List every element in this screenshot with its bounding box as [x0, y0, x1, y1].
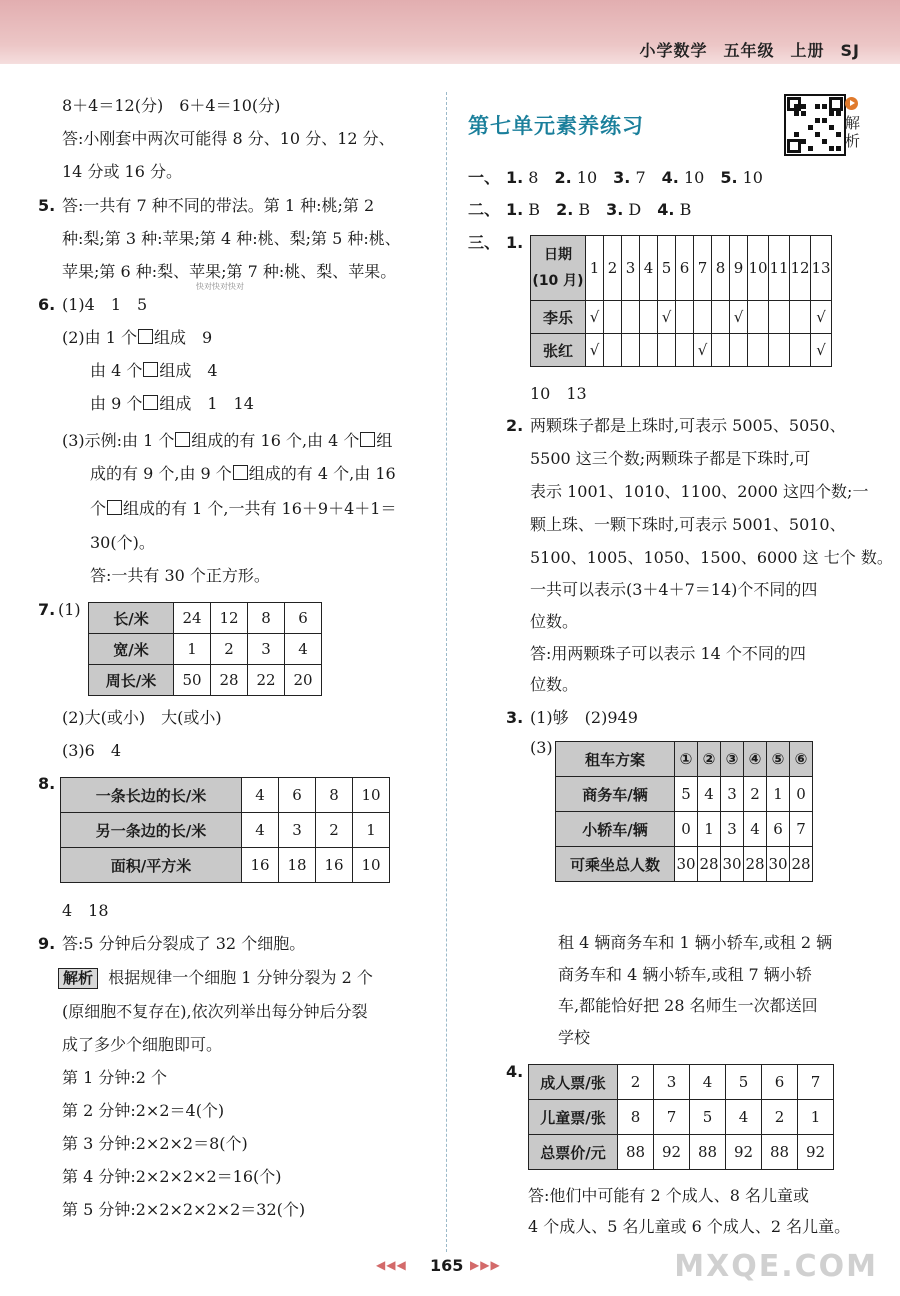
r-q2-line-9: 位数。 — [530, 675, 579, 694]
r-q2-line-5: 5100、1005、1050、1500、6000 这 七个 数。 — [530, 548, 893, 567]
check-cell — [748, 301, 769, 334]
table-cell: 92 — [654, 1135, 690, 1170]
q6-answer: 答:一共有 30 个正方形。 — [90, 566, 270, 585]
table-cell: 7 — [790, 812, 813, 847]
check-cell — [694, 301, 712, 334]
answer-number: 2. — [554, 168, 572, 187]
play-icon[interactable] — [845, 97, 858, 110]
answer-value: 10 — [571, 168, 598, 187]
row-header-cell: 租车方案 — [556, 742, 675, 777]
answer-value: B — [674, 200, 692, 219]
check-cell: √ — [730, 301, 748, 334]
r-q3-line-1: 租 4 辆商务车和 1 辆小轿车,或租 2 辆 — [558, 933, 833, 952]
table-row — [89, 603, 322, 634]
table-cell: 0 — [675, 812, 698, 847]
table-cell: ② — [698, 742, 721, 777]
left-line-2: 答:小刚套中两次可能得 8 分、10 分、12 分、 — [62, 129, 395, 148]
table-cell: 10 — [353, 848, 390, 883]
table-cell: 0 — [790, 777, 813, 812]
table-row — [531, 236, 832, 301]
r-q2-line-1: 两颗珠子都是上珠时,可表示 5005、5050、 — [530, 416, 846, 435]
qr-code-icon[interactable] — [784, 94, 846, 156]
check-cell — [640, 301, 658, 334]
answer-value: 10 — [737, 168, 763, 187]
answer-number: 4. — [657, 200, 675, 219]
table-cell: 88 — [762, 1135, 798, 1170]
table-row — [531, 334, 832, 367]
row-header-cell: 另一条边的长/米 — [61, 813, 242, 848]
part-3-label: 三、 — [468, 233, 501, 252]
r-q4-line-1: 答:他们中可能有 2 个成人、8 名儿童或 — [528, 1186, 810, 1205]
answer-value: B — [523, 200, 541, 219]
check-cell — [676, 301, 694, 334]
table-cell: 50 — [174, 665, 211, 696]
table-cell: 7 — [654, 1100, 690, 1135]
calendar-header-month: (10 月) — [532, 273, 584, 289]
table-cell: ③ — [721, 742, 744, 777]
table-row — [529, 1100, 834, 1135]
table-cell: 10 — [353, 778, 390, 813]
table-cell: 4 — [242, 813, 279, 848]
q9-number: 9. — [38, 934, 56, 953]
q5-line-3: 苹果;第 6 种:梨、苹果;第 7 种:桃、梨、苹果。 — [62, 262, 397, 281]
answer-number: 1. — [506, 200, 524, 219]
check-cell: √ — [811, 301, 832, 334]
header-subject: 小学数学 — [639, 41, 708, 60]
table-cell: 6 — [285, 603, 322, 634]
check-cell — [676, 334, 694, 367]
answer-number: 1. — [506, 168, 524, 187]
r-q4-line-2: 4 个成人、5 名儿童或 6 个成人、2 名儿童。 — [528, 1217, 851, 1236]
calendar-day-cell: 2 — [604, 236, 622, 301]
check-cell — [769, 334, 790, 367]
table-cell: 4 — [242, 778, 279, 813]
calendar-day-cell: 9 — [730, 236, 748, 301]
r-q1-answer: 10 13 — [530, 384, 587, 403]
row-header-cell: 宽/米 — [89, 634, 174, 665]
next-arrows-icon[interactable]: ▶▶▶ — [470, 1258, 501, 1272]
table-cell: 30 — [721, 847, 744, 882]
r-q1-number: 1. — [506, 233, 524, 252]
page-number: 165 — [430, 1256, 464, 1275]
row-header-cell: 儿童票/张 — [529, 1100, 618, 1135]
q8-table — [60, 777, 390, 883]
answer-number: 3. — [613, 168, 631, 187]
table-cell: 4 — [726, 1100, 762, 1135]
table-cell: 2 — [618, 1065, 654, 1100]
check-cell: √ — [811, 334, 832, 367]
table-cell: 2 — [744, 777, 767, 812]
table-cell: 2 — [762, 1100, 798, 1135]
table-cell: 20 — [285, 665, 322, 696]
q5-line-2: 种:梨;第 3 种:苹果;第 4 种:桃、梨;第 5 种:桃、 — [62, 229, 401, 248]
q5-line-1: 答:一共有 7 种不同的带法。第 1 种:桃;第 2 — [62, 196, 375, 215]
r-q2-line-6: 一共可以表示(3＋4＋7＝14)个不同的四 — [530, 580, 818, 599]
check-cell — [748, 334, 769, 367]
square-symbol — [143, 395, 158, 410]
answer-number: 3. — [606, 200, 624, 219]
table-cell: 4 — [744, 812, 767, 847]
table-cell: ⑥ — [790, 742, 813, 777]
q9-answer: 答:5 分钟后分裂成了 32 个细胞。 — [62, 934, 306, 953]
table-cell: 3 — [721, 777, 744, 812]
table-cell: 2 — [316, 813, 353, 848]
row-header-cell: 面积/平方米 — [61, 848, 242, 883]
table-cell: 5 — [690, 1100, 726, 1135]
watermark-text: 快对快对快对 — [196, 282, 244, 291]
table-row — [61, 813, 390, 848]
row-header-cell: 成人票/张 — [529, 1065, 618, 1100]
check-cell — [790, 301, 811, 334]
header-grade: 五年级 — [723, 41, 775, 60]
r-q3-line-3: 车,都能恰好把 28 名师生一次都送回 — [558, 996, 818, 1015]
calendar-table — [530, 235, 832, 367]
q7-part-3: (3)6 4 — [62, 741, 122, 760]
calendar-day-cell: 8 — [712, 236, 730, 301]
table-cell: 3 — [721, 812, 744, 847]
square-symbol — [138, 329, 153, 344]
answer-value: D — [623, 200, 642, 219]
check-cell: √ — [586, 334, 604, 367]
table-row — [89, 634, 322, 665]
table-cell: 1 — [353, 813, 390, 848]
check-cell — [790, 334, 811, 367]
table-cell: 6 — [279, 778, 316, 813]
calendar-day-cell: 12 — [790, 236, 811, 301]
table-cell: 88 — [618, 1135, 654, 1170]
row-header-cell: 一条长边的长/米 — [61, 778, 242, 813]
table-cell: 28 — [744, 847, 767, 882]
check-cell — [658, 334, 676, 367]
q7-part-2: (2)大(或小) 大(或小) — [62, 708, 222, 727]
corner-watermark: MXQE.COM — [674, 1249, 878, 1284]
header-edition: SJ — [840, 41, 860, 60]
analysis-label: 解析 — [845, 114, 861, 150]
calendar-day-cell: 5 — [658, 236, 676, 301]
answer-value: 10 — [678, 168, 705, 187]
table-row — [61, 778, 390, 813]
row-header-cell: 周长/米 — [89, 665, 174, 696]
check-cell — [622, 334, 640, 367]
check-cell — [730, 334, 748, 367]
table-cell: 2 — [211, 634, 248, 665]
check-cell — [712, 301, 730, 334]
table-cell: 3 — [248, 634, 285, 665]
answer-number: 4. — [661, 168, 679, 187]
table-row — [556, 847, 813, 882]
answer-value: B — [573, 200, 591, 219]
q9-minute-5: 第 5 分钟:2×2×2×2×2＝32(个) — [62, 1200, 306, 1219]
left-line-1: 8＋4＝12(分) 6＋4＝10(分) — [62, 96, 281, 115]
table-cell: 6 — [762, 1065, 798, 1100]
q7-part-1: (1) — [58, 600, 81, 619]
table-cell: 3 — [279, 813, 316, 848]
table-cell: 4 — [698, 777, 721, 812]
table-cell: 5 — [726, 1065, 762, 1100]
calendar-day-cell: 3 — [622, 236, 640, 301]
r-q3-parts: (1)够 (2)949 — [530, 708, 638, 727]
table-cell: 3 — [654, 1065, 690, 1100]
table-cell: ④ — [744, 742, 767, 777]
r-q2-number: 2. — [506, 416, 524, 435]
table-row — [556, 812, 813, 847]
check-cell — [712, 334, 730, 367]
q6-part-1: (1)4 1 5 — [62, 295, 148, 314]
q6-part-3-line-1: (3)示例:由 1 个 组成的有 16 个,由 4 个 组 — [62, 431, 393, 450]
q6-part-2: (2)由 1 个 组成 9 — [62, 328, 213, 347]
square-symbol — [233, 465, 248, 480]
calendar-day-cell: 4 — [640, 236, 658, 301]
check-cell — [769, 301, 790, 334]
table-row — [529, 1135, 834, 1170]
table-cell: 1 — [798, 1100, 834, 1135]
row-header-cell: 总票价/元 — [529, 1135, 618, 1170]
table-cell: 24 — [174, 603, 211, 634]
q6-part-3-line-4: 30(个)。 — [90, 533, 155, 552]
q9-analysis-line-3: 成了多少个细胞即可。 — [62, 1035, 223, 1054]
q6-part-3-line-2: 成的有 9 个,由 9 个 组成的有 4 个,由 16 — [90, 464, 396, 483]
table-row — [556, 777, 813, 812]
left-line-3: 14 分或 16 分。 — [62, 162, 182, 181]
answer-number: 2. — [556, 200, 574, 219]
calendar-day-cell: 13 — [811, 236, 832, 301]
r-q3-number: 3. — [506, 708, 524, 727]
header-volume: 上册 — [790, 41, 825, 60]
calendar-day-cell: 7 — [694, 236, 712, 301]
table-row — [61, 848, 390, 883]
check-cell — [604, 334, 622, 367]
square-symbol — [143, 362, 158, 377]
row-header-cell: 李乐 — [531, 301, 586, 334]
table-cell: 4 — [285, 634, 322, 665]
table-cell: ① — [675, 742, 698, 777]
q9-minute-2: 第 2 分钟:2×2＝4(个) — [62, 1101, 225, 1120]
r-q3-line-2: 商务车和 4 辆小轿车,或租 7 辆小轿 — [558, 965, 812, 984]
table-row — [556, 742, 813, 777]
r-q2-line-8: 答:用两颗珠子可以表示 14 个不同的四 — [530, 644, 806, 663]
header-text — [623, 38, 860, 61]
r-q3-line-4: 学校 — [558, 1028, 591, 1047]
row-header-cell: 可乘坐总人数 — [556, 847, 675, 882]
table-cell: 30 — [675, 847, 698, 882]
check-cell — [640, 334, 658, 367]
table-cell: 16 — [242, 848, 279, 883]
answer-value: 8 — [523, 168, 539, 187]
part-1-label: 一、 — [468, 168, 501, 187]
row-header-cell: 长/米 — [89, 603, 174, 634]
calendar-day-cell: 6 — [676, 236, 694, 301]
q5-number: 5. — [38, 196, 56, 215]
r-q2-line-3: 表示 1001、1010、1100、2000 这四个数;一 — [530, 482, 869, 501]
table-row — [531, 301, 832, 334]
r-q3-part-3: (3) — [530, 738, 553, 757]
table-cell: 88 — [690, 1135, 726, 1170]
table-cell: 28 — [211, 665, 248, 696]
q8-answer: 4 18 — [62, 901, 109, 920]
q9-minute-1: 第 1 分钟:2 个 — [62, 1068, 168, 1087]
row-header-cell: 小轿车/辆 — [556, 812, 675, 847]
q7-number: 7. — [38, 600, 56, 619]
table-cell: 8 — [618, 1100, 654, 1135]
table-cell: 8 — [248, 603, 285, 634]
table-cell: 28 — [698, 847, 721, 882]
prev-arrows-icon[interactable]: ◀◀◀ — [376, 1258, 407, 1272]
q9-analysis-line-2: (原细胞不复存在),依次列举出每分钟后分裂 — [62, 1002, 368, 1021]
table-cell: 1 — [174, 634, 211, 665]
square-symbol — [175, 432, 190, 447]
table-cell: 22 — [248, 665, 285, 696]
r-q2-line-2: 5500 这三个数;两颗珠子都是下珠时,可 — [530, 449, 811, 468]
table-cell: 12 — [211, 603, 248, 634]
square-symbol — [107, 500, 122, 515]
q7-table — [88, 602, 322, 696]
r-q2-line-4: 颗上珠、一颗下珠时,可表示 5001、5010、 — [530, 515, 846, 534]
q6-part-2c: 由 9 个 组成 1 14 — [90, 394, 254, 413]
part-2-label: 二、 — [468, 200, 501, 219]
answer-number: 5. — [720, 168, 738, 187]
q6-part-2b: 由 4 个 组成 4 — [90, 361, 218, 380]
q9-minute-4: 第 4 分钟:2×2×2×2＝16(个) — [62, 1167, 282, 1186]
table-cell: ⑤ — [767, 742, 790, 777]
table-cell: 16 — [316, 848, 353, 883]
check-cell — [604, 301, 622, 334]
row-header-cell: 商务车/辆 — [556, 777, 675, 812]
calendar-header-label: 日期 — [544, 247, 572, 263]
answer-value: 7 — [630, 168, 646, 187]
table-cell: 92 — [726, 1135, 762, 1170]
check-cell: √ — [694, 334, 712, 367]
calendar-header-cell — [531, 236, 586, 301]
check-cell — [622, 301, 640, 334]
table-cell: 5 — [675, 777, 698, 812]
check-cell: √ — [658, 301, 676, 334]
column-divider — [446, 92, 447, 1252]
calendar-day-cell: 1 — [586, 236, 604, 301]
square-symbol — [360, 432, 375, 447]
table-cell: 1 — [767, 777, 790, 812]
rental-table — [555, 741, 813, 882]
q8-number: 8. — [38, 774, 56, 793]
q9-minute-3: 第 3 分钟:2×2×2＝8(个) — [62, 1134, 248, 1153]
table-cell: 8 — [316, 778, 353, 813]
part-2-answers — [506, 200, 707, 220]
q9-analysis-line-1: 解析 根据规律一个细胞 1 分钟分裂为 2 个 — [58, 968, 373, 989]
section-title: 第七单元素养练习 — [468, 114, 644, 138]
table-cell: 92 — [798, 1135, 834, 1170]
table-cell: 18 — [279, 848, 316, 883]
table-cell: 7 — [798, 1065, 834, 1100]
analysis-tag: 解析 — [58, 968, 98, 989]
table-cell: 4 — [690, 1065, 726, 1100]
r-q4-number: 4. — [506, 1062, 524, 1081]
table-cell: 1 — [698, 812, 721, 847]
part-1-answers — [506, 168, 779, 188]
row-header-cell: 张红 — [531, 334, 586, 367]
table-row — [89, 665, 322, 696]
check-cell: √ — [586, 301, 604, 334]
q6-part-3-line-3: 个 组成的有 1 个,一共有 16＋9＋4＋1＝ — [90, 499, 397, 518]
ticket-table — [528, 1064, 834, 1170]
table-cell: 28 — [790, 847, 813, 882]
calendar-day-cell: 11 — [769, 236, 790, 301]
calendar-day-cell: 10 — [748, 236, 769, 301]
q6-number: 6. — [38, 295, 56, 314]
r-q2-line-7: 位数。 — [530, 612, 579, 631]
table-cell: 30 — [767, 847, 790, 882]
table-row — [529, 1065, 834, 1100]
table-cell: 6 — [767, 812, 790, 847]
